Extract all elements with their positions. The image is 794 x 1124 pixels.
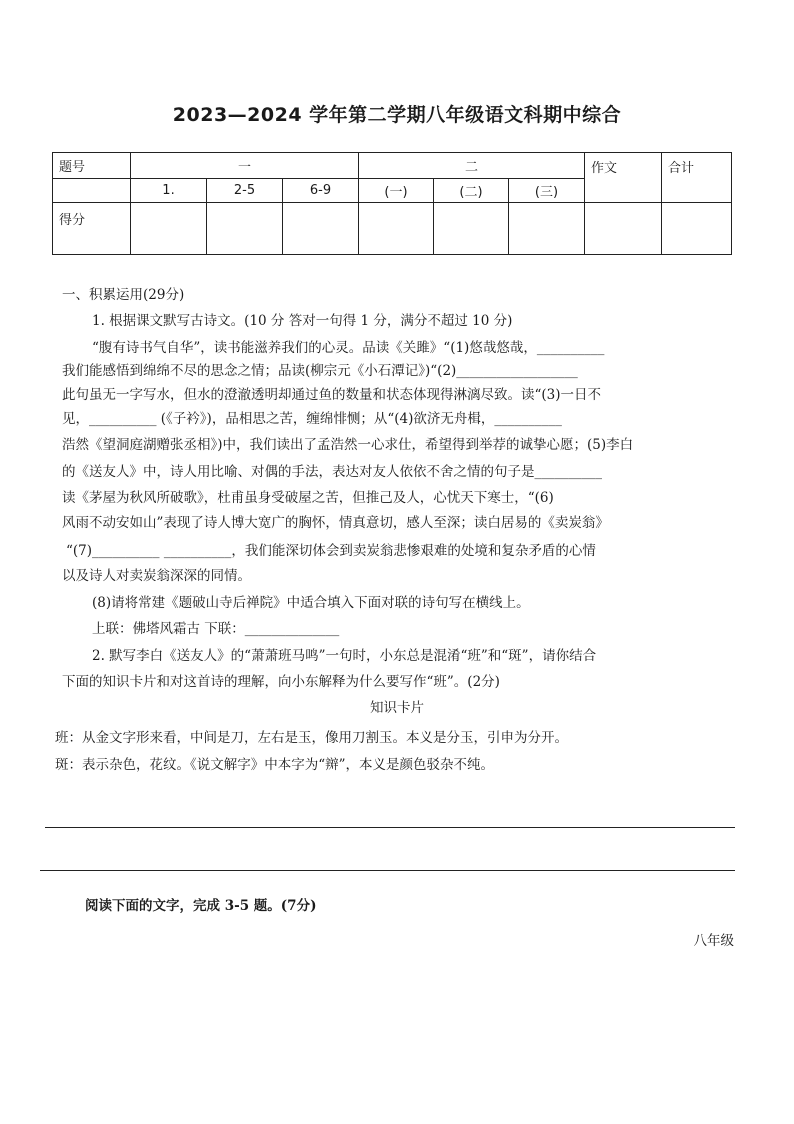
- question-1-line: 见，__________ (《子衿》)，品相思之苦，缠绵悱恻；从“(4)欲济无舟楫，__________: [62, 411, 562, 427]
- question-1-instruction: 1. 根据课文默写古诗文。(10 分 答对一句得 1 分，满分不超过 10 分): [92, 313, 513, 329]
- score-cell[interactable]: [585, 203, 662, 255]
- question-1-line: 风雨不动安如山”表现了诗人博大宽广的胸怀，情真意切，感人至深；读白居易的《卖炭翁》: [62, 515, 609, 531]
- blank-cell: [53, 179, 131, 203]
- score-cell[interactable]: [434, 203, 509, 255]
- answer-line[interactable]: [45, 827, 735, 828]
- question-1-line: 的《送友人》中，诗人用比喻、对偶的手法，表达对友人依依不舍之情的句子是__________: [62, 464, 602, 480]
- sub-header-reading-3: (三): [509, 179, 585, 203]
- question-1-line: 浩然《望洞庭湖赠张丞相》)中，我们读出了孟浩然一心求仕，希望得到举荐的诚挚心愿；(5)李白: [62, 437, 634, 453]
- question-1-8: (8)请将常建《题破山寺后禅院》中适合填入下面对联的诗句写在横线上。: [92, 595, 530, 611]
- knowledge-card-title: 知识卡片: [370, 700, 424, 716]
- question-2-line: 2. 默写李白《送友人》的“萧萧班马鸣”一句时，小东总是混淆“班”和“斑”，请你结合: [92, 648, 597, 664]
- sub-header-1: 1.: [131, 179, 207, 203]
- score-cell[interactable]: [207, 203, 283, 255]
- sub-header-2-5: 2-5: [207, 179, 283, 203]
- answer-line[interactable]: [40, 870, 735, 871]
- knowledge-card-line: 班：从金文字形来看，中间是刀，左右是玉，像用刀割玉。本义是分玉，引申为分开。: [55, 730, 568, 746]
- section-heading: 一、积累运用(29分): [62, 287, 185, 303]
- question-1-line: “腹有诗书气自华”，读书能滋养我们的心灵。品读《关雎》“(1)悠哉悠哉，__________: [92, 340, 605, 356]
- score-table: [52, 152, 732, 255]
- sub-header-reading-2: (二): [434, 179, 509, 203]
- score-label: 得分: [53, 203, 131, 255]
- score-cell[interactable]: [662, 203, 732, 255]
- question-1-line: 我们能感悟到绵绵不尽的思念之情；品读(柳宗元《小石潭记》)“(2)__________________: [62, 363, 578, 379]
- reading-instruction: 阅读下面的文字，完成 3-5 题。(7分): [85, 898, 317, 914]
- couplet-line: 上联：佛塔风霜古 下联：______________: [92, 621, 340, 637]
- score-cell[interactable]: [359, 203, 434, 255]
- knowledge-card-line: 斑：表示杂色，花纹。《说文解字》中本字为“辬”，本义是颜色驳杂不纯。: [55, 757, 495, 773]
- header-total: 合计: [662, 153, 732, 203]
- header-part-one: 一: [131, 153, 359, 179]
- question-2-line: 下面的知识卡片和对这首诗的理解，向小东解释为什么要写作“班”。(2分): [62, 674, 500, 690]
- question-1-line: 读《茅屋为秋风所破歌》，杜甫虽身受破屋之苦，但推己及人，心忧天下寒士，“(6): [62, 490, 554, 506]
- question-1-line: “(7)__________ __________，我们能深切体会到卖炭翁悲惨艰难的处境和复杂矛盾的心情: [66, 543, 596, 559]
- header-question-number: 题号: [53, 153, 131, 179]
- sub-header-6-9: 6-9: [283, 179, 359, 203]
- footer-grade: 八年级: [693, 933, 734, 949]
- score-cell[interactable]: [131, 203, 207, 255]
- exam-title: 2023—2024 学年第二学期八年级语文科期中综合: [172, 104, 622, 126]
- question-1-line: 此句虽无一字写水，但水的澄澈透明却通过鱼的数量和状态体现得淋漓尽致。读“(3)一日不: [62, 387, 602, 403]
- score-cell[interactable]: [283, 203, 359, 255]
- header-composition: 作文: [585, 153, 662, 203]
- sub-header-reading-1: (一): [359, 179, 434, 203]
- header-part-two: 二: [359, 153, 585, 179]
- score-cell[interactable]: [509, 203, 585, 255]
- question-1-line: 以及诗人对卖炭翁深深的同情。: [62, 568, 251, 584]
